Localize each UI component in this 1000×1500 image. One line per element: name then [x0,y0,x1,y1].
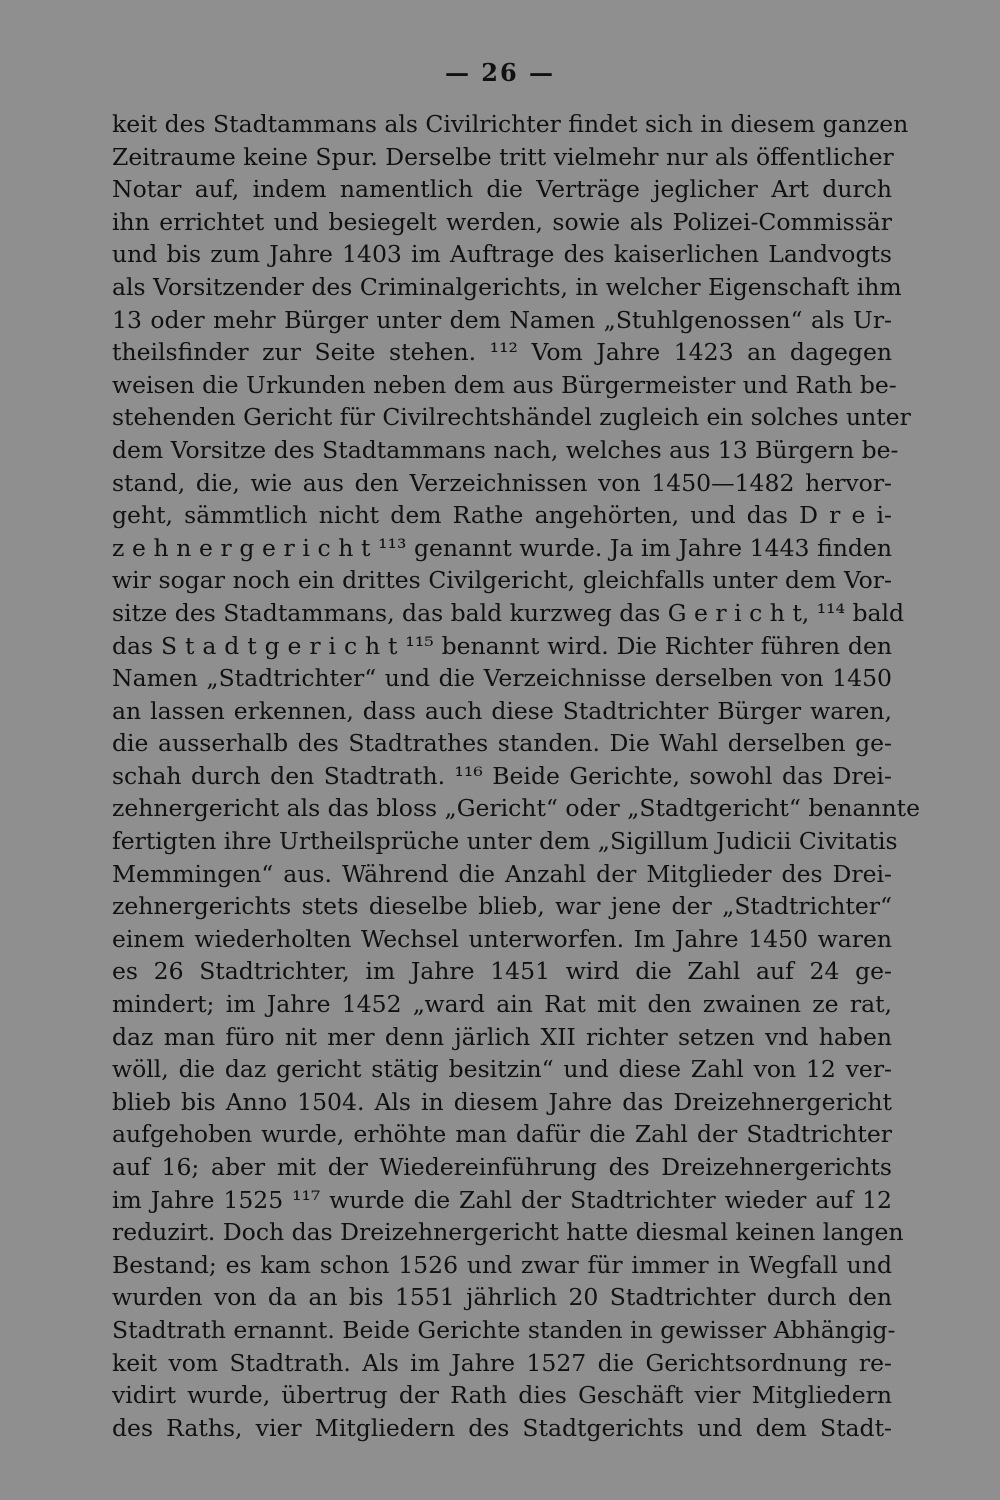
text-line: es 26 Stadtrichter, im Jahre 1451 wird die Zahl auf 24 ge- [112,957,892,986]
text-line: daz man füro nit mer denn järlich XII richter setzen vnd haben [112,1022,892,1051]
text-line: wöll, die daz gericht stätig besitzin“ und diese Zahl von 12 ver- [112,1055,892,1084]
text-line: Memmingen“ aus. Während die Anzahl der Mitglieder des Drei- [112,859,892,888]
text-line: Namen „Stadtrichter“ und die Verzeichnisse derselben von 1450 [112,664,892,693]
text-line: 13 oder mehr Bürger unter dem Namen „Stuhlgenossen“ als Ur- [112,305,892,334]
text-line: Bestand; es kam schon 1526 und zwar für immer in Wegfall und [112,1250,892,1279]
text-line: aufgehoben wurde, erhöhte man dafür die Zahl der Stadtrichter [112,1120,892,1149]
body-text [112,108,921,1444]
text-line: z e h n e r g e r i c h t ¹¹³ genannt wurde. Ja im Jahre 1443 finden [112,533,892,562]
text-line: sitze des Stadtammans, das bald kurzweg das G e r i c h t, ¹¹⁴ bald [112,598,905,627]
text-line: fertigten ihre Urtheilsprüche unter dem „Sigillum Judicii Civitatis [112,827,898,856]
text-line: auf 16; aber mit der Wiedereinführung des Dreizehnergerichts [112,1153,892,1181]
text-line: wir sogar noch ein drittes Civilgericht, gleichfalls unter dem Vor- [112,566,892,595]
text-line: dem Vorsitze des Stadtammans nach, welches aus 13 Bürgern be- [112,435,899,464]
text-line: theilsfinder zur Seite stehen. ¹¹² Vom Jahre 1423 an dagegen [112,338,892,367]
text-line: stand, die, wie aus den Verzeichnissen von 1450—1482 hervor- [112,468,892,497]
text-line: ihn errichtet und besiegelt werden, sowie als Polizei-Commissär [112,207,892,236]
text-line: keit vom Stadtrath. Als im Jahre 1527 die Gerichtsordnung re- [112,1348,892,1377]
text-line: schah durch den Stadtrath. ¹¹⁶ Beide Gerichte, sowohl das Drei- [112,761,892,790]
text-line: im Jahre 1525 ¹¹⁷ wurde die Zahl der Stadtrichter wieder auf 12 [112,1185,892,1214]
text-line: mindert; im Jahre 1452 „ward ain Rat mit den zwainen ze rat, [112,990,892,1019]
text-line: Zeitraume keine Spur. Derselbe tritt vielmehr nur als öffentlicher [112,142,894,171]
text-line: an lassen erkennen, dass auch diese Stadtrichter Bürger waren, [112,696,892,725]
text-line: die ausserhalb des Stadtrathes standen. Die Wahl derselben ge- [112,729,892,758]
text-line: stehenden Gericht für Civilrechtshändel zugleich ein solches unter [112,403,911,432]
text-line: und bis zum Jahre 1403 im Auftrage des kaiserlichen Landvogts [112,240,892,269]
text-line: weisen die Urkunden neben dem aus Bürgermeister und Rath be- [112,370,897,399]
text-line: vidirt wurde, übertrug der Rath dies Geschäft vier Mitgliedern [112,1381,892,1410]
text-line: Stadtrath ernannt. Beide Gerichte standen in gewisser Abhängig- [112,1315,896,1344]
text-line: geht, sämmtlich nicht dem Rathe angehörten, und das D r e i- [112,501,892,530]
page-number: — 26 — [444,58,556,87]
text-line: keit des Stadtammans als Civilrichter findet sich in diesem ganzen [112,110,909,138]
text-line: reduzirt. Doch das Dreizehnergericht hatte diesmal keinen langen [112,1218,904,1247]
text-line: einem wiederholten Wechsel unterworfen. Im Jahre 1450 waren [112,924,892,953]
text-line: Notar auf, indem namentlich die Verträge jeglicher Art durch [112,175,892,204]
text-line: blieb bis Anno 1504. Als in diesem Jahre das Dreizehnergericht [112,1087,892,1116]
text-line: zehnergerichts stets dieselbe blieb, war jene der „Stadtrichter“ [112,892,892,921]
text-line: des Raths, vier Mitgliedern des Stadtgerichts und dem Stadt- [112,1413,892,1442]
text-line: wurden von da an bis 1551 jährlich 20 Stadtrichter durch den [112,1283,892,1312]
text-line: als Vorsitzender des Criminalgerichts, in welcher Eigenschaft ihm [112,272,902,301]
text-line: zehnergericht als das bloss „Gericht“ oder „Stadtgericht“ benannte [112,794,921,823]
text-line: das S t a d t g e r i c h t ¹¹⁵ benannt wird. Die Richter führen den [112,631,892,660]
